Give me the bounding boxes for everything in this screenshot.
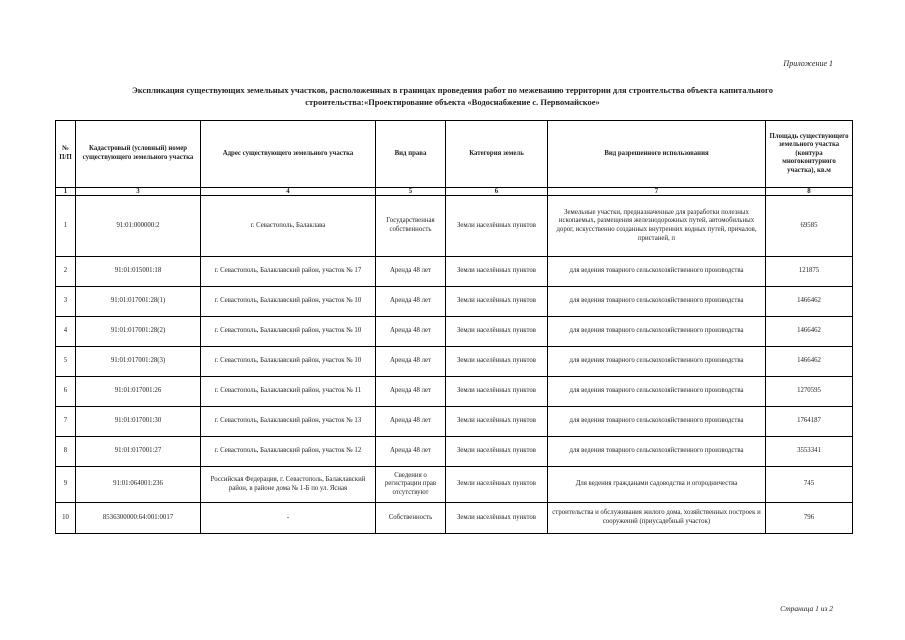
column-number: 1 <box>56 188 76 196</box>
cell-permitted-use: Земельные участки, предназначенные для разработки полезных ископаемых, размещения железнодорожных путей, автомобильных дорог, искусственно созданных внутренних водных путей, причалов, пристаней, п <box>548 196 766 257</box>
cell-land-category: Земли населённых пунктов <box>446 407 548 437</box>
document-title <box>60 84 845 108</box>
cell-number: 2 <box>56 257 76 287</box>
header-permitted-use: Вид разрешенного использования <box>548 121 766 188</box>
cell-address: г. Севастополь, Балаклавский район, участок № 17 <box>201 257 376 287</box>
table-row <box>56 407 853 437</box>
header-number: № П/П <box>56 121 76 188</box>
cell-land-category: Земли населённых пунктов <box>446 257 548 287</box>
cell-land-category: Земли населённых пунктов <box>446 196 548 257</box>
header-right-type: Вид права <box>376 121 446 188</box>
cell-land-category: Земли населённых пунктов <box>446 437 548 467</box>
cell-address: г. Севастополь, Балаклавский район, участок № 13 <box>201 407 376 437</box>
cell-area: 1764187 <box>766 407 853 437</box>
cell-area: 1466462 <box>766 347 853 377</box>
cell-right-type: Аренда 48 лет <box>376 407 446 437</box>
column-number: 4 <box>201 188 376 196</box>
title-line-2: строительства:«Проектирование объекта «Водоснабжение с. Первомайское» <box>305 97 600 107</box>
cell-right-type: Аренда 48 лет <box>376 257 446 287</box>
cell-land-category: Земли населённых пунктов <box>446 317 548 347</box>
table-row <box>56 257 853 287</box>
cell-area: 1270595 <box>766 377 853 407</box>
column-number: 3 <box>76 188 201 196</box>
table-row <box>56 437 853 467</box>
cell-cadastral-number: 91:01:017001:28(1) <box>76 287 201 317</box>
cell-cadastral-number: 91:01:017001:26 <box>76 377 201 407</box>
cell-land-category: Земли населённых пунктов <box>446 467 548 503</box>
cell-area: 69585 <box>766 196 853 257</box>
cell-permitted-use: Для ведения гражданами садоводства и огородничества <box>548 467 766 503</box>
header-area: Площадь существующего земельного участка (контура многоконтурного участка), кв.м <box>766 121 853 188</box>
cell-land-category: Земли населённых пунктов <box>446 377 548 407</box>
cell-area: 796 <box>766 503 853 534</box>
cell-address: г. Севастополь, Балаклавский район, участок № 10 <box>201 317 376 347</box>
cell-number: 10 <box>56 503 76 534</box>
column-number: 7 <box>548 188 766 196</box>
cell-number: 8 <box>56 437 76 467</box>
header-row <box>56 121 853 188</box>
cell-permitted-use: для ведения товарного сельскохозяйственного производства <box>548 437 766 467</box>
cell-land-category: Земли населённых пунктов <box>446 287 548 317</box>
appendix-label: Приложение 1 <box>783 59 833 68</box>
cell-land-category: Земли населённых пунктов <box>446 347 548 377</box>
column-number: 5 <box>376 188 446 196</box>
cell-area: 3553341 <box>766 437 853 467</box>
cell-number: 1 <box>56 196 76 257</box>
cell-number: 7 <box>56 407 76 437</box>
explication-table <box>55 120 853 534</box>
cell-number: 9 <box>56 467 76 503</box>
cell-permitted-use: строительства и обслуживания жилого дома, хозяйственных построек и сооружений (приусадебный участок) <box>548 503 766 534</box>
cell-permitted-use: для ведения товарного сельскохозяйственного производства <box>548 347 766 377</box>
cell-cadastral-number: 91:01:015001:18 <box>76 257 201 287</box>
cell-cadastral-number: 91:01:017001:27 <box>76 437 201 467</box>
cell-right-type: Аренда 48 лет <box>376 377 446 407</box>
header-land-category: Категория земель <box>446 121 548 188</box>
column-number-row <box>56 188 853 196</box>
cell-number: 5 <box>56 347 76 377</box>
cell-permitted-use: для ведения товарного сельскохозяйственного производства <box>548 377 766 407</box>
cell-cadastral-number: 8536300000:64:001:0017 <box>76 503 201 534</box>
cell-right-type: Аренда 48 лет <box>376 317 446 347</box>
cell-right-type: Аренда 48 лет <box>376 437 446 467</box>
cell-right-type: Аренда 48 лет <box>376 347 446 377</box>
table-row <box>56 196 853 257</box>
cell-number: 4 <box>56 317 76 347</box>
cell-right-type: Государственная собственность <box>376 196 446 257</box>
table-row <box>56 347 853 377</box>
cell-address: г. Севастополь, Балаклавский район, участок № 10 <box>201 347 376 377</box>
cell-cadastral-number: 91:01:017001:28(2) <box>76 317 201 347</box>
cell-cadastral-number: 91:01:017001:28(3) <box>76 347 201 377</box>
page-footer: Страница 1 из 2 <box>780 604 833 613</box>
title-line-1: Экспликация существующих земельных участков, расположенных в границах проведения работ по межеванию территории для строительства объекта капитального <box>132 85 773 95</box>
cell-number: 6 <box>56 377 76 407</box>
cell-address: г. Севастополь, Балаклава <box>201 196 376 257</box>
column-number: 6 <box>446 188 548 196</box>
table-row <box>56 377 853 407</box>
cell-right-type: Аренда 48 лет <box>376 287 446 317</box>
cell-number: 3 <box>56 287 76 317</box>
cell-land-category: Земли населённых пунктов <box>446 503 548 534</box>
cell-area: 1466462 <box>766 287 853 317</box>
cell-address: г. Севастополь, Балаклавский район, участок № 10 <box>201 287 376 317</box>
cell-address: г. Севастополь, Балаклавский район, участок № 12 <box>201 437 376 467</box>
cell-cadastral-number: 91:01:000000:2 <box>76 196 201 257</box>
cell-address: г. Севастополь, Балаклавский район, участок № 11 <box>201 377 376 407</box>
cell-permitted-use: для ведения товарного сельскохозяйственного производства <box>548 317 766 347</box>
table-row <box>56 467 853 503</box>
cell-permitted-use: для ведения товарного сельскохозяйственного производства <box>548 257 766 287</box>
cell-permitted-use: для ведения товарного сельскохозяйственного производства <box>548 287 766 317</box>
cell-address: - <box>201 503 376 534</box>
cell-cadastral-number: 91:01:017001:30 <box>76 407 201 437</box>
cell-area: 121875 <box>766 257 853 287</box>
cell-right-type: Собственность <box>376 503 446 534</box>
cell-right-type: Сведения о регистрации прав отсутствуют <box>376 467 446 503</box>
cell-area: 745 <box>766 467 853 503</box>
column-number: 8 <box>766 188 853 196</box>
cell-permitted-use: для ведения товарного сельскохозяйственного производства <box>548 407 766 437</box>
header-address: Адрес существующего земельного участка <box>201 121 376 188</box>
cell-area: 1466462 <box>766 317 853 347</box>
header-cadastral-number: Кадастровый (условный) номер существующего земельного участка <box>76 121 201 188</box>
cell-address: Российская Федерация, г. Севастополь, Балаклавский район, в районе дома № 1-Б по ул. Ясная <box>201 467 376 503</box>
table-row <box>56 317 853 347</box>
cell-cadastral-number: 91:01:064001:236 <box>76 467 201 503</box>
table-row <box>56 287 853 317</box>
table-row <box>56 503 853 534</box>
